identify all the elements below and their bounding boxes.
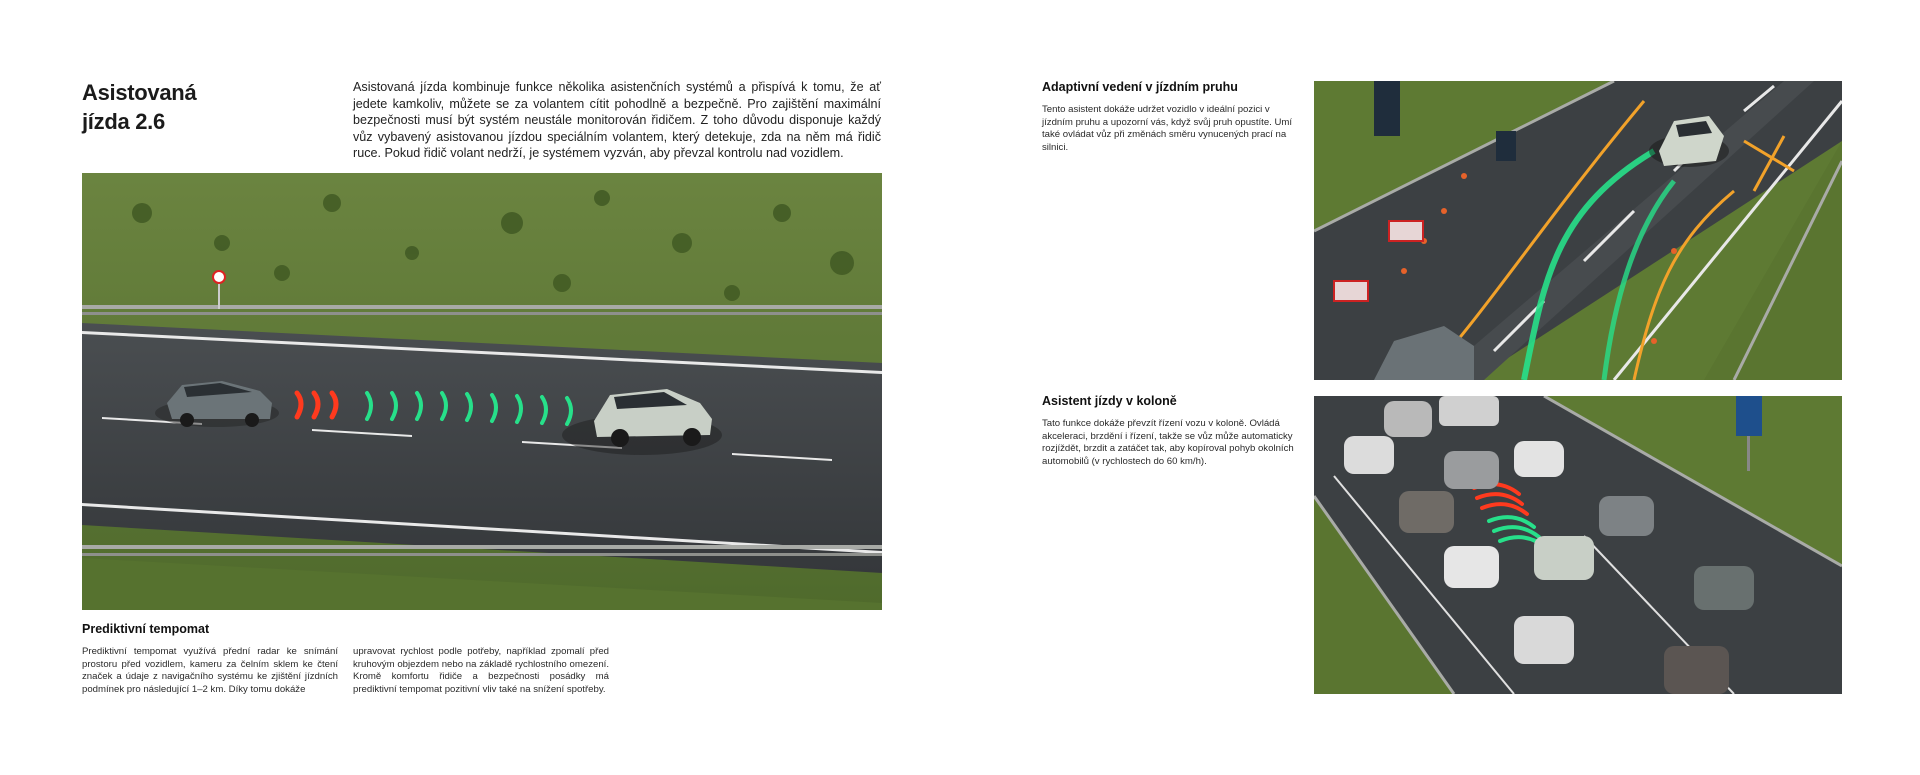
lane-assist-photo	[1314, 81, 1842, 380]
traffic-jam-assist-text: Tato funkce dokáže převzít řízení vozu v koloně. Ovládá akceleraci, brzdění i řízení, takže se vůz může automaticky rozjíždět, brzdit a zatáčet tak, aby kopíroval pohyb okolních automobilů (v rychlostech do 60 km/h).	[1042, 418, 1294, 467]
section-title-traffic-jam-assist: Asistent jízdy v koloně	[1042, 394, 1177, 408]
intro-paragraph: Asistovaná jízda kombinuje funkce několika asistenčních systémů a přispívá k tomu, že ať jedete kamkoliv, můžete se za volantem cítit pohodlně a bezpečně. Pro zajištění maximální bezpečnosti musí být systém neustále monitorován řidičem. Z toho důvodu disponuje každý vůz vybavený asistovanou jízdou speciálním volantem, který detekuje, zda na něm má řidič ruce. Pokud řidič volant nedrží, je systémem vyzván, aby převzal kontrolu nad vozidlem.	[353, 80, 881, 161]
section-title-lane-assist: Adaptivní vedení v jízdním pruhu	[1042, 80, 1238, 94]
predictive-cruise-photo	[82, 173, 882, 610]
page-title-line2: jízda 2.6	[82, 109, 165, 134]
page-title	[82, 78, 322, 136]
section-title-predictive-cruise: Prediktivní tempomat	[82, 622, 210, 636]
page-title-line1: Asistovaná	[82, 80, 197, 105]
predictive-cruise-text-col2: upravovat rychlost podle potřeby, například zpomalí před kruhovým objezdem nebo na základě rychlostního omezení. Kromě komfortu řidiče a bezpečnosti posádky má prediktivní tempomat pozitivní vliv také na snížení spotřeby.	[353, 646, 609, 695]
lane-assist-text: Tento asistent dokáže udržet vozidlo v ideální pozici v jízdním pruhu a upozorní vás, když svůj pruh opustíte. Umí také ovládat vůz při změnách směru vynucených prací na silnici.	[1042, 104, 1293, 153]
predictive-cruise-text-col1: Prediktivní tempomat využívá přední radar ke snímání prostoru před vozidlem, kameru za čelním sklem ke čtení značek a údaje z navigačního systému ke zjištění jízdních podmínek pro následující 1–2 km. Díky tomu dokáže	[82, 646, 338, 695]
traffic-jam-photo	[1314, 396, 1842, 694]
